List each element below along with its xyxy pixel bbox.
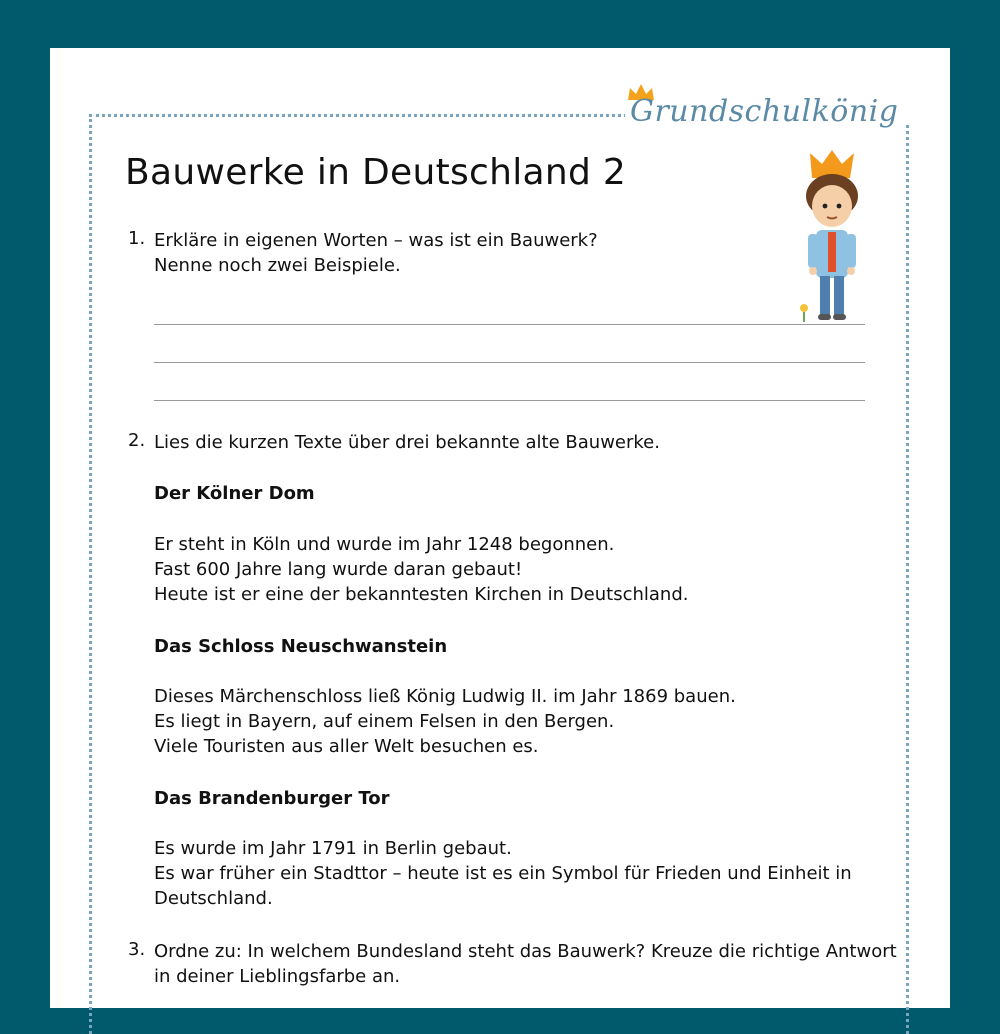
question-1-number: 1. — [128, 228, 146, 249]
answer-line[interactable] — [154, 400, 865, 401]
question-3-number: 3. — [128, 939, 146, 960]
section-text: Dieses Märchenschloss ließ König Ludwig II. im Jahr 1869 bauen. Es liegt in Bayern, auf einem Felsen in den Bergen. Viele Touristen aus aller Welt besuchen es. — [154, 686, 736, 757]
brand-logo: Grundschulkönig — [630, 94, 899, 129]
section-text: Er steht in Köln und wurde im Jahr 1248 begonnen. Fast 600 Jahre lang wurde daran gebaut! Heute ist er eine der bekanntesten Kirchen in Deutschland. — [154, 534, 689, 605]
section-text: Es wurde im Jahr 1791 in Berlin gebaut. Es war früher ein Stadttor – heute ist es ein Symbol für Frieden und Einheit in Deutschland. — [154, 838, 852, 909]
section-heading: Der Kölner Dom — [154, 483, 315, 504]
page-title: Bauwerke in Deutschland 2 — [125, 152, 627, 193]
question-1-text: Erkläre in eigenen Worten – was ist ein Bauwerk? Nenne noch zwei Beispiele. — [154, 230, 598, 276]
section-heading: Das Brandenburger Tor — [154, 788, 390, 809]
kid-king-illustration-icon — [792, 148, 872, 328]
question-2-number: 2. — [128, 430, 146, 451]
answer-line[interactable] — [154, 324, 865, 325]
section-heading: Das Schloss Neuschwanstein — [154, 636, 448, 657]
question-3-text: Ordne zu: In welchem Bundesland steht das Bauwerk? Kreuze die richtige Antwort in deiner Lieblingsfarbe an. — [154, 941, 897, 987]
question-2-intro: Lies die kurzen Texte über drei bekannte alte Bauwerke. — [154, 432, 660, 453]
answer-line[interactable] — [154, 362, 865, 363]
worksheet-page — [50, 48, 950, 1008]
